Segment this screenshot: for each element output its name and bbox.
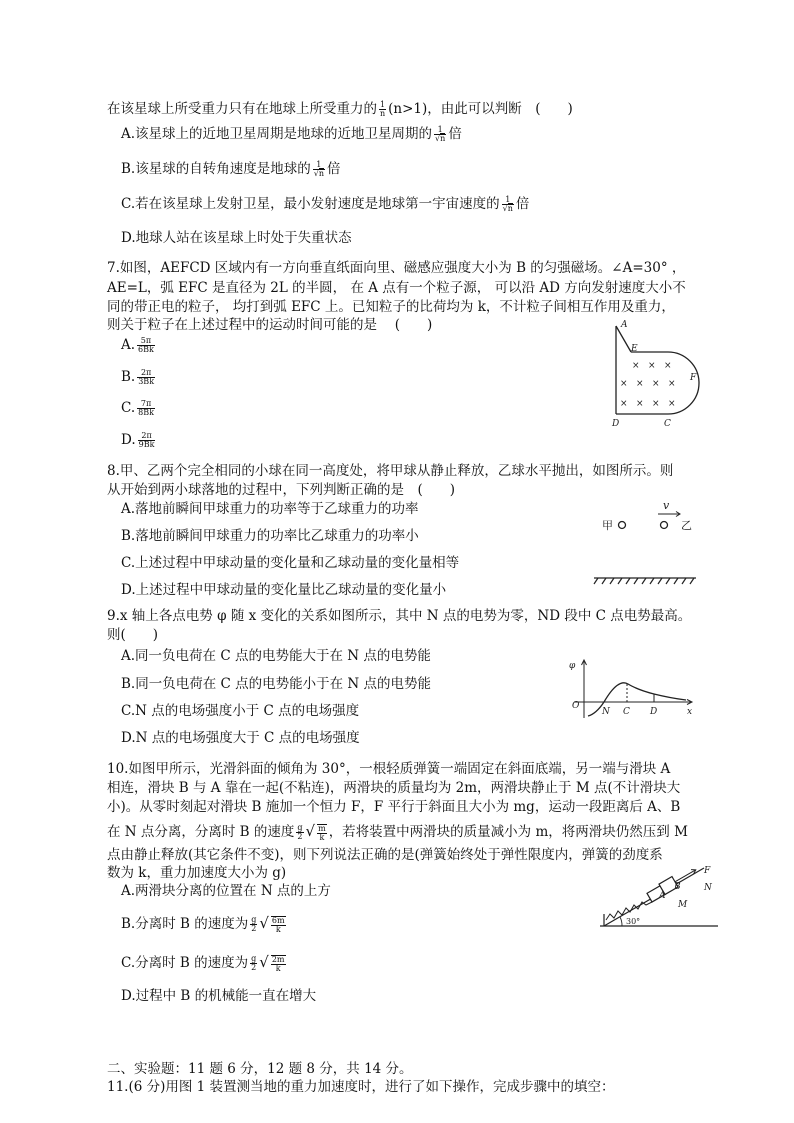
label-v: v xyxy=(663,499,670,512)
label-b: B xyxy=(674,882,681,892)
fraction: $\frac{5\pi}{6Bk}$ xyxy=(138,336,154,354)
q8-stem-line2: 从开始到两小球落地的过程中，下列判断正确的是 ( ) xyxy=(107,482,456,498)
q10-stem-line4: 在 N 点分离，分离时 B 的速度 $\frac{g}{2}$ √ $\frac{m}{k}$ ，若将装置中两滑块的质量减小为 m，将两滑块仍然压到 M xyxy=(107,822,688,842)
fraction: $\frac{2m}{k}$ xyxy=(271,954,285,973)
ball-yi xyxy=(661,522,668,529)
fraction: $\frac{1}{√n}$ xyxy=(313,160,324,178)
q6-option-a: A.该星球上的近地卫星周期是地球的近地卫星周期的 $\frac{1}{√n}$ 倍 xyxy=(121,125,462,143)
q9-option-b: B.同一负电荷在 C 点的电势能小于在 N 点的电势能 xyxy=(121,676,432,692)
q8-option-a: A.落地前瞬间甲球重力的功率等于乙球重力的功率 xyxy=(121,501,419,517)
q7-stem-line3: 同的带正电的粒子， 均打到弧 EFC 上。已知粒子的比荷均为 k，不计粒子间相互作用及重力， xyxy=(107,299,675,315)
label-n: N xyxy=(602,707,610,717)
section-2-title: 二、实验题：11 题 6 分，12 题 8 分，共 14 分。 xyxy=(107,1061,413,1077)
svg-text:×: × xyxy=(652,379,660,389)
q6-option-c: C.若在该星球上发射卫星，最小发射速度是地球第一宇宙速度的 $\frac{1}{√n}$ 倍 xyxy=(121,195,530,213)
label-angle: 30° xyxy=(626,917,641,926)
magnetic-field-crosses xyxy=(620,361,676,409)
q9-option-a: A.同一负电荷在 C 点的电势能大于在 N 点的电势能 xyxy=(121,648,431,664)
fraction: $\frac{1}{n}$ xyxy=(380,100,386,118)
svg-text:×: × xyxy=(636,379,644,389)
label-c: C xyxy=(664,419,671,429)
fraction: $\frac{m}{k}$ xyxy=(318,823,326,842)
q9-stem-line2: 则( ) xyxy=(107,627,159,643)
q7-stem-line1: 7.如图，AEFCD 区域内有一方向垂直纸面向里、磁感应强度大小为 B 的匀强磁场。∠A=30° ， xyxy=(107,260,686,276)
label-yi: 乙 xyxy=(681,519,692,532)
q10-option-a: A.两滑块分离的位置在 N 点的上方 xyxy=(121,883,331,899)
q10-stem-line1: 10.如图甲所示，光滑斜面的倾角为 30°，一根轻质弹簧一端固定在斜面底端，另一端与滑块 A xyxy=(107,761,671,777)
fraction: $\frac{6m}{k}$ xyxy=(271,915,285,934)
angle-arc xyxy=(620,917,622,926)
svg-text:×: × xyxy=(668,379,676,389)
q10-stem-line2: 相连，滑块 B 与 A 靠在一起(不粘连)，两滑块的质量均为 2m，两滑块静止于 M 点(不计滑块大 xyxy=(107,780,681,796)
svg-text:×: × xyxy=(620,379,628,389)
label-a: A xyxy=(659,891,666,901)
q9-option-d: D.N 点的电场强度大于 C 点的电场强度 xyxy=(121,730,360,746)
q10-option-b: B.分离时 B 的速度为 $\frac{g}{2}$ √ $\frac{6m}{k}$ xyxy=(121,914,285,934)
q10-figure xyxy=(596,858,724,932)
q10-option-d: D.过程中 B 的机械能一直在增大 xyxy=(121,988,317,1004)
label-a: A xyxy=(621,320,628,330)
label-f: F xyxy=(704,866,711,876)
svg-text:×: × xyxy=(632,361,640,371)
q9-stem-line1: 9.x 轴上各点电势 φ 随 x 变化的关系如图所示，其中 N 点的电势为零，ND 段中 C 点电势最高。 xyxy=(107,608,692,624)
q7-stem-line2: AE=L，弧 EFC 是直径为 2L 的半圆， 在 A 点有一个粒子源， 可以沿 AD 方向发射速度大小不 xyxy=(107,280,686,296)
fraction: $\frac{g}{2}$ xyxy=(297,823,303,841)
ground xyxy=(594,578,696,584)
svg-text:×: × xyxy=(664,361,672,371)
q6-option-b: B.该星球的自转角速度是地球的 $\frac{1}{√n}$ 倍 xyxy=(121,160,341,178)
label-o: O xyxy=(572,701,580,711)
svg-text:×: × xyxy=(652,399,660,409)
svg-text:×: × xyxy=(648,361,656,371)
q8-figure xyxy=(590,494,702,588)
q7-stem-line4: 则关于粒子在上述过程中的运动时间可能的是 ( ) xyxy=(107,317,433,333)
q7-figure xyxy=(598,318,708,430)
fraction: $\frac{2\pi}{3Bk}$ xyxy=(138,368,155,386)
fraction: $\frac{7\pi}{8Bk}$ xyxy=(138,399,154,417)
label-jia: 甲 xyxy=(602,519,613,532)
q7-option-b: B. $\frac{2\pi}{3Bk}$ xyxy=(121,368,155,386)
q11-stem: 11.(6 分)用图 1 装置测当地的重力加速度时，进行了如下操作，完成步骤中的填空： xyxy=(107,1079,615,1095)
fraction: $\frac{1}{√n}$ xyxy=(502,195,513,213)
q7-option-a: A. $\frac{5\pi}{6Bk}$ xyxy=(121,336,154,354)
fraction: $\frac{g}{2}$ xyxy=(251,954,257,972)
label-x: x xyxy=(687,707,693,717)
q8-stem-line1: 8.甲、乙两个完全相同的小球在同一高度处，将甲球从静止释放，乙球水平抛出，如图所示。则 xyxy=(107,463,674,479)
q6-stem: 在该星球上所受重力只有在地球上所受重力的 $\frac{1}{n}$ (n>1)，由此可以判断 ( ) xyxy=(107,100,573,118)
q8-option-c: C.上述过程中甲球动量的变化量和乙球动量的变化量相等 xyxy=(121,555,460,571)
q8-option-b: B.落地前瞬间甲球重力的功率比乙球重力的功率小 xyxy=(121,528,419,544)
velocity-arrow xyxy=(658,512,680,517)
label-m: M xyxy=(678,900,688,910)
fraction: $\frac{2\pi}{9Bk}$ xyxy=(138,431,155,449)
q9-option-c: C.N 点的电场强度小于 C 点的电场强度 xyxy=(121,703,360,719)
label-n: N xyxy=(704,883,712,893)
label-f: F xyxy=(690,373,697,383)
ball-jia xyxy=(619,522,626,529)
fraction: $\frac{g}{2}$ xyxy=(251,915,257,933)
svg-text:×: × xyxy=(636,399,644,409)
q10-option-c: C.分离时 B 的速度为 $\frac{g}{2}$ √ $\frac{2m}{k}$ xyxy=(121,953,285,973)
q8-option-d: D.上述过程中甲球动量的变化量比乙球动量的变化量小 xyxy=(121,582,447,598)
q9-figure xyxy=(566,656,698,722)
label-e: E xyxy=(631,344,638,354)
q6-option-d: D.地球人站在该星球上时处于失重状态 xyxy=(121,230,352,246)
label-phi: φ xyxy=(569,661,576,671)
q7-option-c: C. $\frac{7\pi}{8Bk}$ xyxy=(121,399,154,417)
label-d: D xyxy=(650,707,658,717)
label-c: C xyxy=(623,707,630,717)
label-d: D xyxy=(612,419,620,429)
q10-stem-line3: 小)。从零时刻起对滑块 B 施加一个恒力 F，F 平行于斜面且大小为 mg，运动一段距离后 A、B xyxy=(107,799,681,815)
svg-text:×: × xyxy=(620,399,628,409)
svg-text:×: × xyxy=(668,399,676,409)
force-arrow xyxy=(675,870,696,882)
fraction: $\frac{1}{√n}$ xyxy=(435,125,446,143)
q7-option-d: D. $\frac{2\pi}{9Bk}$ xyxy=(121,431,155,449)
q10-stem-line5: 点由静止释放(其它条件不变)，则下列说法正确的是(弹簧始终处于弹性限度内，弹簧的劲度系 xyxy=(107,847,663,863)
q10-stem-line6: 数为 k，重力加速度大小为 g) xyxy=(107,865,287,881)
